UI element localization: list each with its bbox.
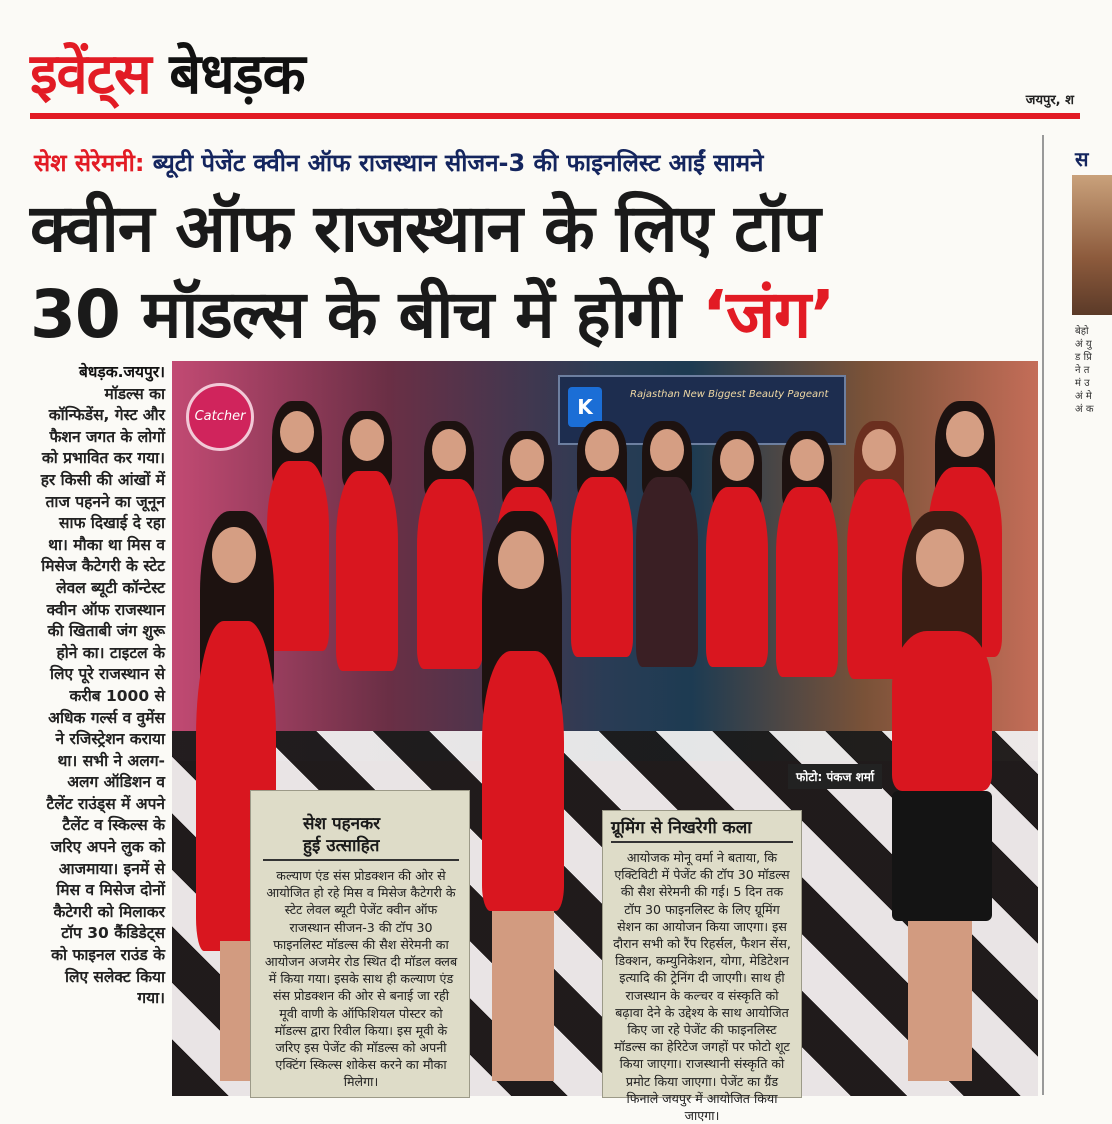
box-sash-body: कल्याण एंड संस प्रोडक्शन की ओर से आयोजित हो रहे मिस व मिसेज कैटेगरी के स्टेट लेवल ब्यूटी पेजेंट क्वीन ऑफ राजस्थान सीजन-3 की टॉप 30 फाइनलिस्ट मॉडल्स की सैश सेरेमनी का आयोजन अजमेर रोड स्थित दी मॉडल क्लब में किया गया। इसके साथ ही कल्याण एंड संस प्रोडक्शन की ओर से बनाई जा रही मूवी वाणी के ऑफिशियल पोस्टर को मॉडल्स द्वारा रिवील किया। इस मूवी के जरिए इस पेजेंट की मॉडल्स को अपनी एक्टिंग स्किल्स शोकेस करने का मौका मिलेगा। xyxy=(264,868,458,1090)
article-left-column xyxy=(40,362,165,1010)
banner-logo-icon: K xyxy=(568,387,602,427)
sidebar-box-grooming xyxy=(602,810,802,1124)
masthead-title-black: बेधड़क xyxy=(169,42,305,107)
article-byline: बेधड़क.जयपुर। xyxy=(79,363,165,381)
side-column-photo xyxy=(1072,175,1112,315)
side-column-head: स xyxy=(1075,147,1089,171)
masthead-title xyxy=(30,40,305,110)
headline-line-2 xyxy=(30,272,1040,358)
masthead-title-red: इवेंट्स xyxy=(30,42,151,107)
headline-line-1: क्वीन ऑफ राजस्थान के लिए टॉप xyxy=(30,190,820,267)
side-column-rule xyxy=(1042,135,1044,1095)
box-grooming-title: ग्रूमिंग से निखरेगी कला xyxy=(611,818,752,838)
kicker xyxy=(34,146,763,179)
photo-club-sign: Catcher xyxy=(186,383,254,451)
sidebar-box-sash xyxy=(250,790,470,1098)
model-figure xyxy=(702,431,772,731)
box-grooming-rule xyxy=(611,841,793,843)
model-figure-front-center xyxy=(462,511,582,1096)
model-figure xyxy=(632,421,702,721)
headline xyxy=(30,186,1040,358)
box-sash-title-line-2: हुई उत्साहित xyxy=(303,836,380,856)
model-figure xyxy=(772,431,842,731)
banner-text: Rajasthan New Biggest Beauty Pageant xyxy=(630,389,829,400)
dateline: जयपुर, श xyxy=(1025,93,1074,108)
side-column xyxy=(1042,135,1094,555)
headline-highlight: ‘जंग’ xyxy=(702,276,835,353)
model-figure-front-right xyxy=(872,511,1012,1096)
photo-credit: फोटो: पंकज शर्मा xyxy=(788,764,882,789)
side-column-text: बेहो अं यु ड प्रि ने त मं उ अं मे अं क xyxy=(1075,326,1094,415)
box-sash-rule xyxy=(263,859,459,861)
kicker-label: सेश सेरेमनी: xyxy=(34,149,145,177)
box-grooming-body: आयोजक मोनू वर्मा ने बताया, कि एक्टिविटी में पेजेंट की टॉप 30 मॉडल्स की सैश सेरेमनी की गई। 5 दिन तक टॉप 30 फाइनलिस्ट के लिए ग्रूमिंग सेशन का आयोजन किया जाएगा। इस दौरान सभी को रैंप रिहर्सल, फैशन सेंस, डिक्शन, कम्युनिकेशन, योगा, मेडिटेशन इत्यादि की ट्रेनिंग दी जाएगी। साथ ही राजस्थान के कल्चर व संस्कृति को बढ़ावा देने के उद्देश्य के साथ आयोजित किए जा रहे पेजेंट की फाइनलिस्ट मॉडल्स का हेरिटेज जगहों पर फोटो शूट किया जाएगा। राजस्थानी संस्कृति को प्रमोट किया जाएगा। पेजेंट का ग्रैंड फिनाले जयपुर में आयोजित किया जाएगा। xyxy=(613,850,791,1124)
masthead-rule xyxy=(30,113,1080,119)
box-sash-title-line-1: सेश पहनकर xyxy=(303,814,381,834)
headline-line-2-text: 30 मॉडल्स के बीच में होगी xyxy=(30,276,681,353)
article-body: मॉडल्स का कॉन्फिडेंस, गेस्ट और फैशन जगत के लोगों को प्रभावित कर गया। हर किसी की आंखों में ताज पहनने का जूनून साफ दिखाई दे रहा था। मौका था मिस व मिसेज कैटेगरी के स्टेट लेवल ब्यूटी कॉन्टेस्ट क्वीन ऑफ राजस्थान की खिताबी जंग शुरू होने का। टाइटल के लिए पूरे राजस्थान से करीब 1000 से अधिक गर्ल्स व वुमेंस ने रजिस्ट्रेशन कराया था। सभी ने अलग-अलग ऑडिशन व टैलेंट राउंड्स में अपने टैलेंट व स्किल्स के जरिए अपने लुक को आजमाया। इनमें से मिस व मिसेज दोनों कैटेगरी को मिलाकर टॉप 30 कैंडिडेट्स को फाइनल राउंड के लिए सलेक्ट किया गया। xyxy=(40,384,165,1008)
model-figure xyxy=(332,411,402,741)
kicker-text: ब्यूटी पेजेंट क्वीन ऑफ राजस्थान सीजन-3 की फाइनलिस्ट आईं सामने xyxy=(152,149,764,177)
